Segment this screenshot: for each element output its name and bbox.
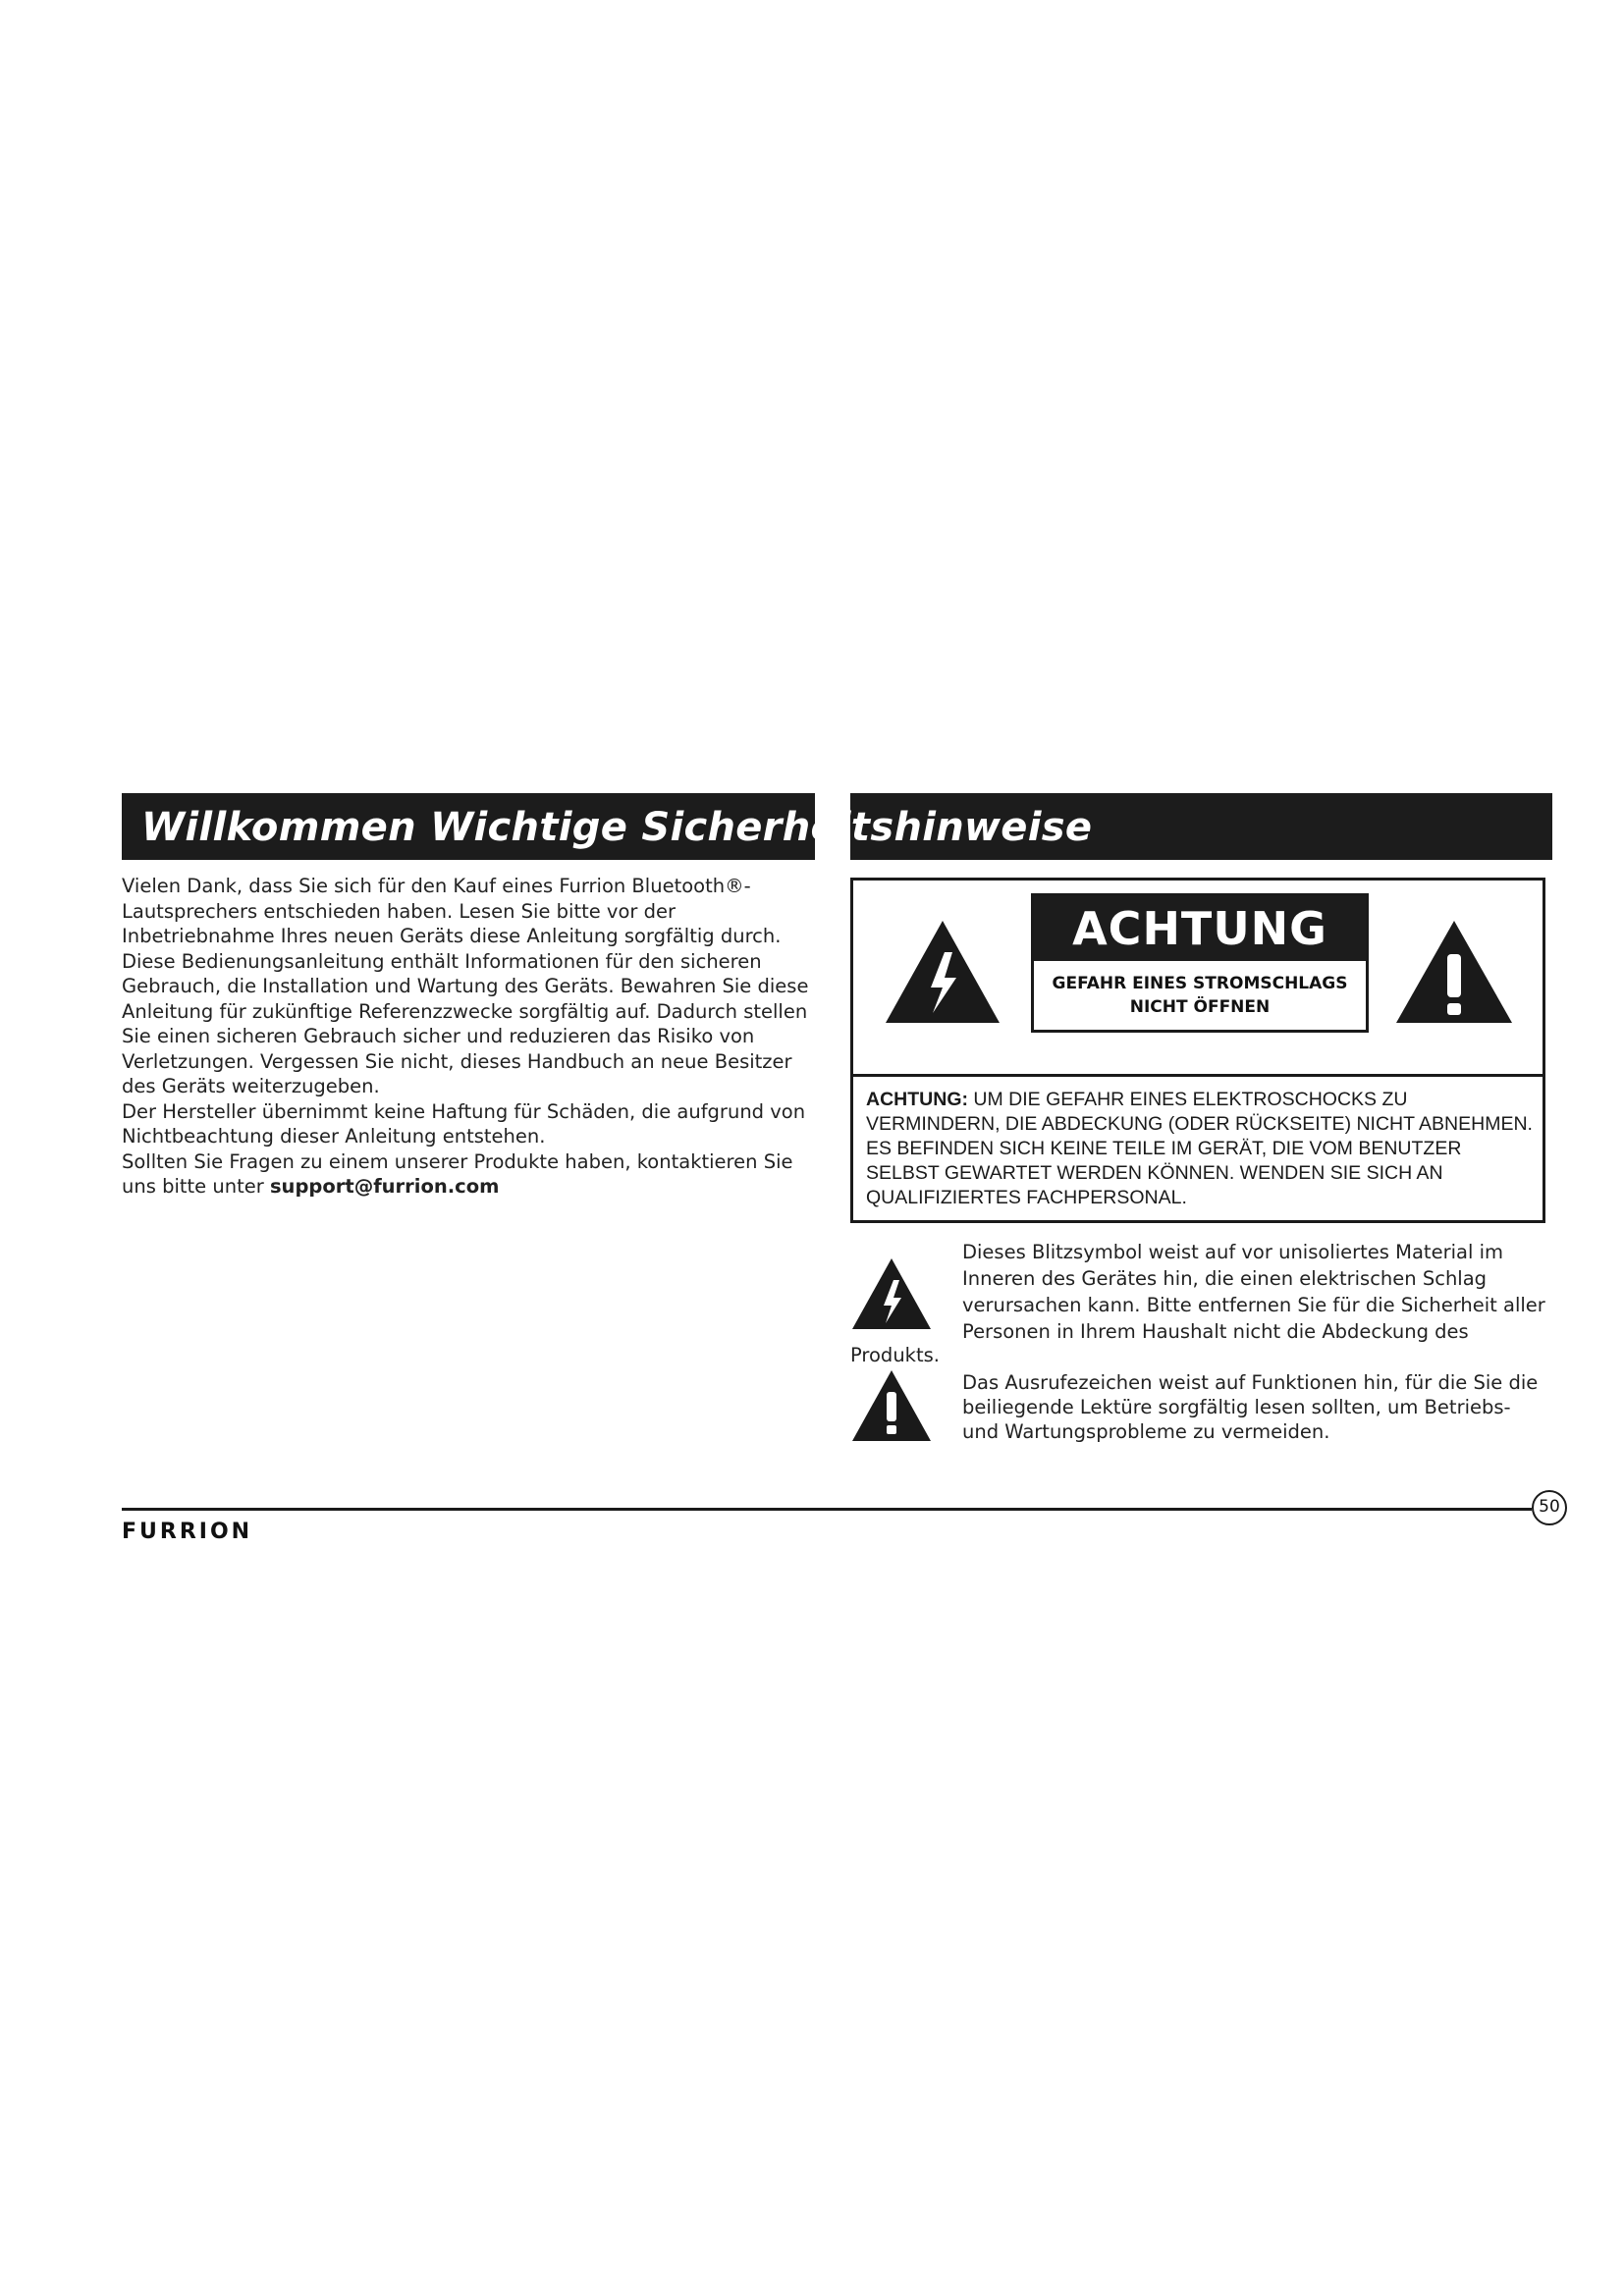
lightning-symbol-description: Dieses Blitzsymbol weist auf vor unisoliertes Material im Inneren des Gerätes hin, die einen elektrischen Schlag verursachen kann. Bitte entfernen Sie für die Sicherheit aller Personen in Ihrem Haushalt nicht die Abdeckung des — [962, 1241, 1545, 1343]
exclamation-warning-icon — [1394, 919, 1514, 1025]
brand-logo: FURRION — [122, 1520, 253, 1544]
exclamation-symbol-icon — [850, 1368, 933, 1443]
exclamation-symbol-description: Das Ausrufezeichen weist auf Funktionen hin, für die Sie die beiliegende Lektüre sorgfältig lesen sollten, um Betriebs- und Wartungsprobleme zu vermeiden. — [962, 1371, 1539, 1443]
achtung-sub-line-1: GEFAHR EINES STROMSCHLAGS — [1052, 974, 1348, 993]
support-email-link[interactable]: support@furrion.com — [269, 1175, 500, 1198]
intro-text — [122, 874, 819, 1200]
intro-contact — [122, 1149, 819, 1200]
intro-paragraph-1: Vielen Dank, dass Sie sich für den Kauf eines Furrion Bluetooth®-Lautsprechers entschieden haben. Lesen Sie bitte vor der Inbetriebnahme Ihres neuen Geräts diese Anleitung sorgfältig durch. — [122, 875, 782, 947]
footer-rule — [122, 1508, 1532, 1511]
warning-paragraph — [866, 1088, 1534, 1210]
page-title-right-start: Wichtige Sicherheitshinweise — [430, 805, 1093, 850]
achtung-subtext — [1034, 972, 1366, 1019]
lightning-symbol-icon — [850, 1256, 933, 1331]
contact-text: Sollten Sie Fragen zu einem unserer Produkte haben, kontaktieren Sie uns bitte unter — [122, 1149, 793, 1198]
warning-divider — [850, 1074, 1545, 1077]
lightning-symbol-description-tail: Produkts. — [850, 1344, 940, 1366]
page-title-left: Willkommen Wichtige Sicherheitshinweise — [141, 805, 1093, 850]
page-number: 50 — [1532, 1490, 1567, 1525]
warning-paragraph-lead: ACHTUNG: — [866, 1089, 968, 1110]
achtung-heading: ACHTUNG — [1034, 896, 1366, 961]
intro-paragraph-2: Diese Bedienungsanleitung enthält Informationen für den sicheren Gebrauch, die Installation und Wartung des Geräts. Bewahren Sie diese Anleitung für zukünftige Referenzzwecke sorgfältig auf. Dadurch stellen Sie einen sicheren Gebrauch sicher und reduzieren das Risiko von Verletzungen. Vergessen Sie nicht, dieses Handbuch an neue Besitzer des Geräts weiterzugeben. — [122, 949, 809, 1097]
warning-paragraph-text: UM DIE GEFAHR EINES ELEKTROSCHOCKS ZU VERMINDERN, DIE ABDECKUNG (ODER RÜCKSEITE) NICHT ABNEHMEN. ES BEFINDEN SICH KEINE TEILE IM GERÄT, DIE VOM BENUTZER SELBST GEWARTET WERDEN KÖNNEN. WENDEN SIE SICH AN QUALIFIZIERTES FACHPERSONAL. — [866, 1089, 1533, 1208]
intro-paragraph-3: Der Hersteller übernimmt keine Haftung für Schäden, die aufgrund von Nichtbeachtung dieser Anleitung entstehen. — [122, 1099, 806, 1148]
lightning-warning-icon — [884, 919, 1001, 1025]
achtung-sub-line-2: NICHT ÖFFNEN — [1129, 997, 1271, 1017]
